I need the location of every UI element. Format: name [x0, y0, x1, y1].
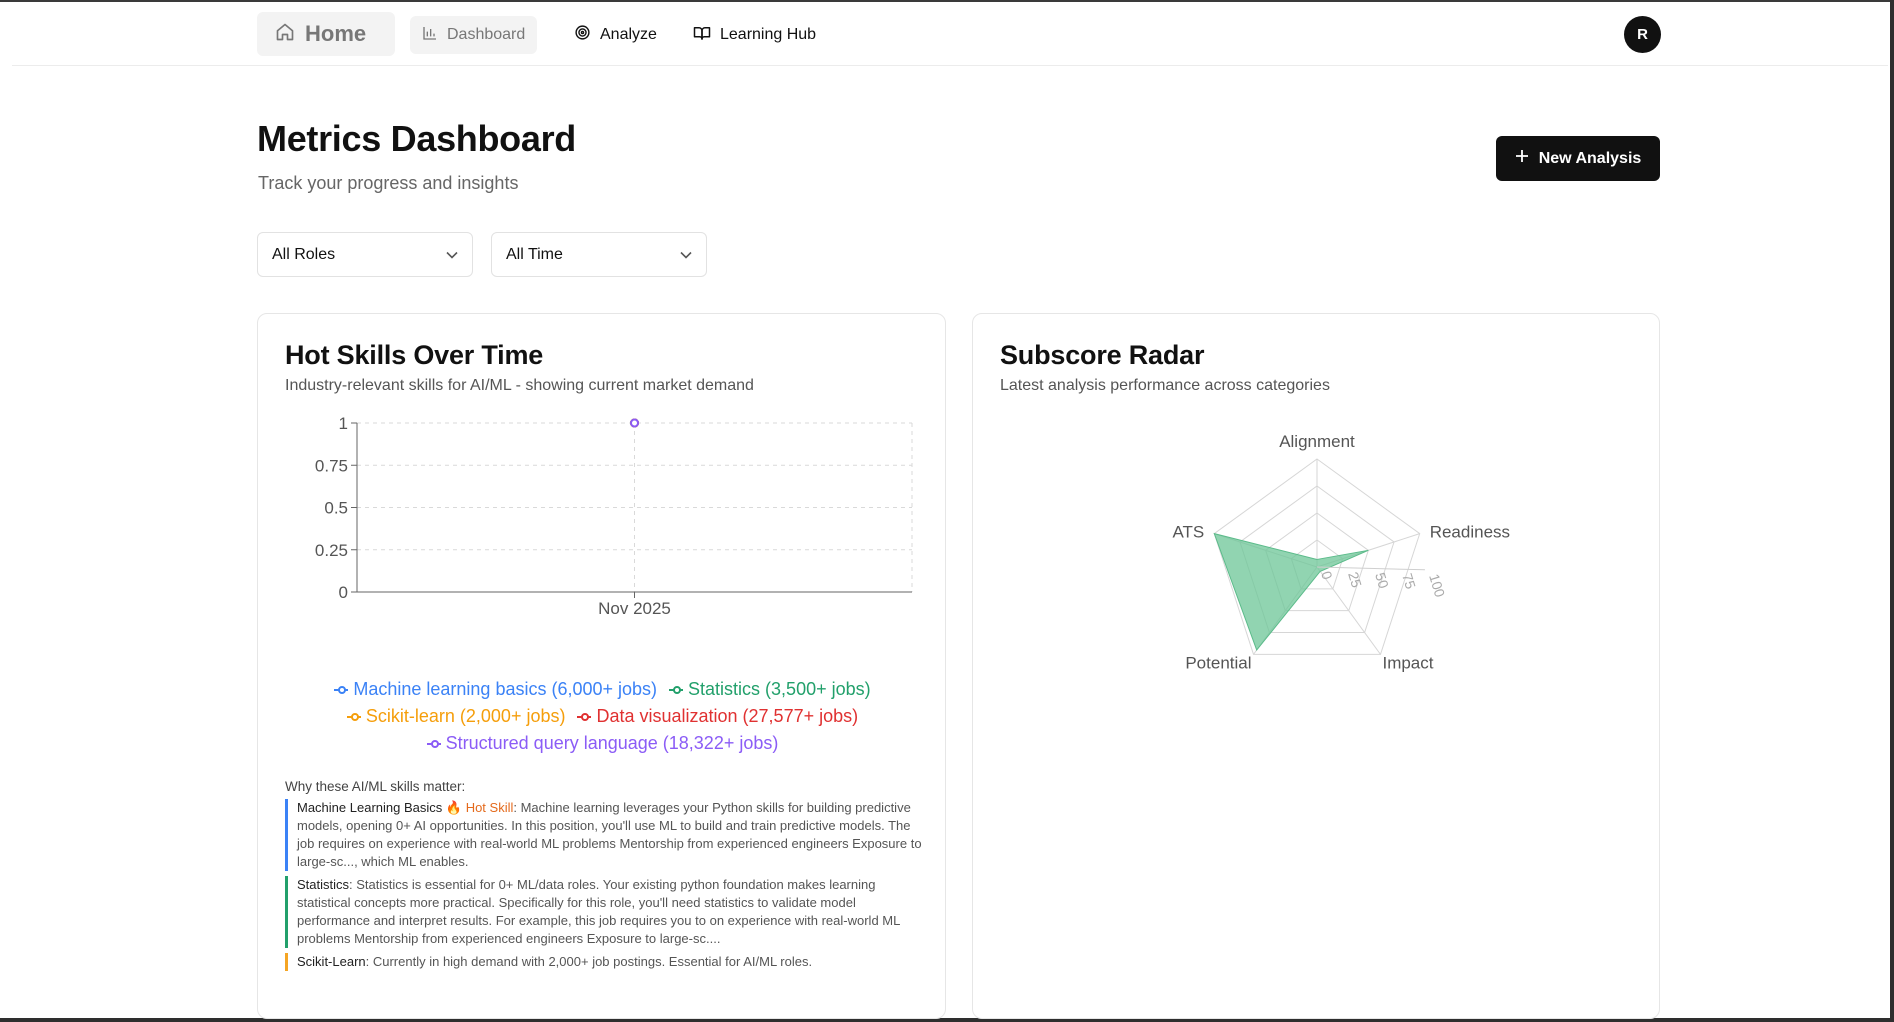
- legend-item[interactable]: [669, 676, 871, 703]
- page-subtitle: Track your progress and insights: [258, 173, 519, 193]
- nav-home-label: Home: [305, 21, 367, 46]
- bar-chart-icon: [422, 25, 438, 46]
- why-skill-text: : Currently in high demand with 2,000+ job postings. Essential for AI/ML roles.: [365, 954, 813, 969]
- y-tick-label: 0.25: [314, 540, 348, 560]
- subscore-radar-card: [972, 313, 1660, 1019]
- why-skill-name: Scikit-Learn: [297, 954, 366, 969]
- why-skill-name: Machine Learning Basics: [297, 800, 443, 815]
- legend-item[interactable]: [334, 676, 657, 703]
- radar-title: Subscore Radar: [1000, 340, 1205, 370]
- home-icon: [275, 22, 295, 47]
- chevron-down-icon: [680, 246, 692, 264]
- nav-dashboard[interactable]: [410, 16, 537, 54]
- y-tick-label: 0.75: [314, 456, 348, 476]
- x-tick-label: Nov 2025: [598, 599, 671, 618]
- legend-row: [258, 703, 947, 730]
- y-tick-label: 0.5: [324, 498, 348, 518]
- radar-axis-label: ATS: [1172, 522, 1205, 542]
- target-icon: [574, 24, 591, 46]
- time-select-value: All Time: [506, 245, 563, 263]
- radial-tick-label: 75: [1399, 571, 1419, 591]
- nav-analyze-label: Analyze: [600, 26, 657, 43]
- legend-marker-icon: [334, 686, 348, 694]
- radar-axis-label: Readiness: [1429, 522, 1511, 542]
- legend-item[interactable]: [427, 730, 779, 757]
- legend-marker-icon: [669, 686, 683, 694]
- why-skill-name: Statistics: [297, 877, 350, 892]
- hot-skills-card: [257, 313, 946, 1019]
- hot-skill-tag: Hot Skill: [465, 800, 514, 815]
- subscore-radar-chart: [973, 409, 1661, 739]
- legend-marker-icon: [577, 713, 591, 721]
- top-navigation: [12, 2, 1888, 66]
- legend-label: Structured query language (18,322+ jobs): [445, 733, 779, 753]
- nav-analyze[interactable]: [562, 16, 669, 54]
- legend-row: [258, 730, 947, 757]
- radial-tick-label: 100: [1426, 571, 1449, 600]
- legend-item[interactable]: [577, 703, 858, 730]
- legend-marker-icon: [427, 740, 441, 748]
- new-analysis-button[interactable]: [1496, 136, 1660, 181]
- data-point: [631, 420, 638, 427]
- window-right-edge: [1890, 0, 1894, 1022]
- hot-skills-title: Hot Skills Over Time: [285, 340, 544, 370]
- legend-label: Scikit-learn (2,000+ jobs): [365, 706, 566, 726]
- legend-marker-icon: [347, 713, 361, 721]
- user-avatar[interactable]: R: [1624, 16, 1661, 53]
- roles-select[interactable]: [257, 232, 473, 277]
- why-skills-section: [285, 779, 925, 976]
- legend-item[interactable]: [347, 703, 566, 730]
- nav-dashboard-label: Dashboard: [447, 26, 526, 43]
- chevron-down-icon: [446, 246, 458, 264]
- y-tick-label: 1: [338, 414, 348, 433]
- radar-axis-label: Potential: [1185, 653, 1252, 673]
- radial-tick-label: 25: [1345, 569, 1365, 590]
- nav-learning-hub-label: Learning Hub: [720, 26, 817, 43]
- radial-tick-label: 50: [1372, 570, 1392, 591]
- radar-axis-label: Impact: [1382, 653, 1434, 673]
- hot-skills-legend: [258, 676, 947, 757]
- why-skill-ml: [285, 799, 925, 871]
- fire-icon: 🔥: [445, 800, 463, 815]
- legend-row: [258, 676, 947, 703]
- why-skills-title: Why these AI/ML skills matter:: [285, 779, 466, 794]
- legend-label: Statistics (3,500+ jobs): [688, 679, 871, 699]
- page-title: Metrics Dashboard: [257, 118, 576, 159]
- radial-tick-label: 0: [1318, 569, 1336, 582]
- radar-description: Latest analysis performance across categories: [1000, 377, 1330, 394]
- radar-axis-label: Alignment: [1279, 432, 1355, 451]
- why-skill-text: : Statistics is essential for 0+ ML/data roles. Your existing python foundation makes learning statistical concepts more practical. Specifically for this role, you'll need statistics to validate model performance and interpret results. For example, this job requires you to on experience with real-world ML problems Mentorship from experienced engineers Exposure to large-sc....: [297, 877, 900, 946]
- legend-label: Machine learning basics (6,000+ jobs): [353, 679, 658, 699]
- roles-select-value: All Roles: [272, 245, 336, 263]
- why-skill-scikit-learn: [285, 953, 925, 971]
- new-analysis-label: New Analysis: [1538, 149, 1642, 167]
- time-select[interactable]: [491, 232, 707, 277]
- why-skill-statistics: [285, 876, 925, 948]
- nav-home[interactable]: [257, 12, 395, 56]
- nav-learning-hub[interactable]: [681, 16, 828, 54]
- y-tick-label: 0: [338, 583, 348, 602]
- why-skill-text: : Machine learning leverages your Python skills for building predictive models, opening 0+ AI opportunities. In this position, you'll use ML to build and train predictive models. The job requires on experience with real-world ML problems Mentorship from experienced engineers Exposure to large-sc..., which ML enables.: [297, 800, 922, 869]
- book-icon: [693, 24, 711, 47]
- legend-label: Data visualization (27,577+ jobs): [596, 706, 859, 726]
- plus-icon: [1515, 149, 1529, 168]
- hot-skills-description: Industry-relevant skills for AI/ML - showing current market demand: [285, 377, 754, 394]
- hot-skills-line-chart: [258, 409, 947, 674]
